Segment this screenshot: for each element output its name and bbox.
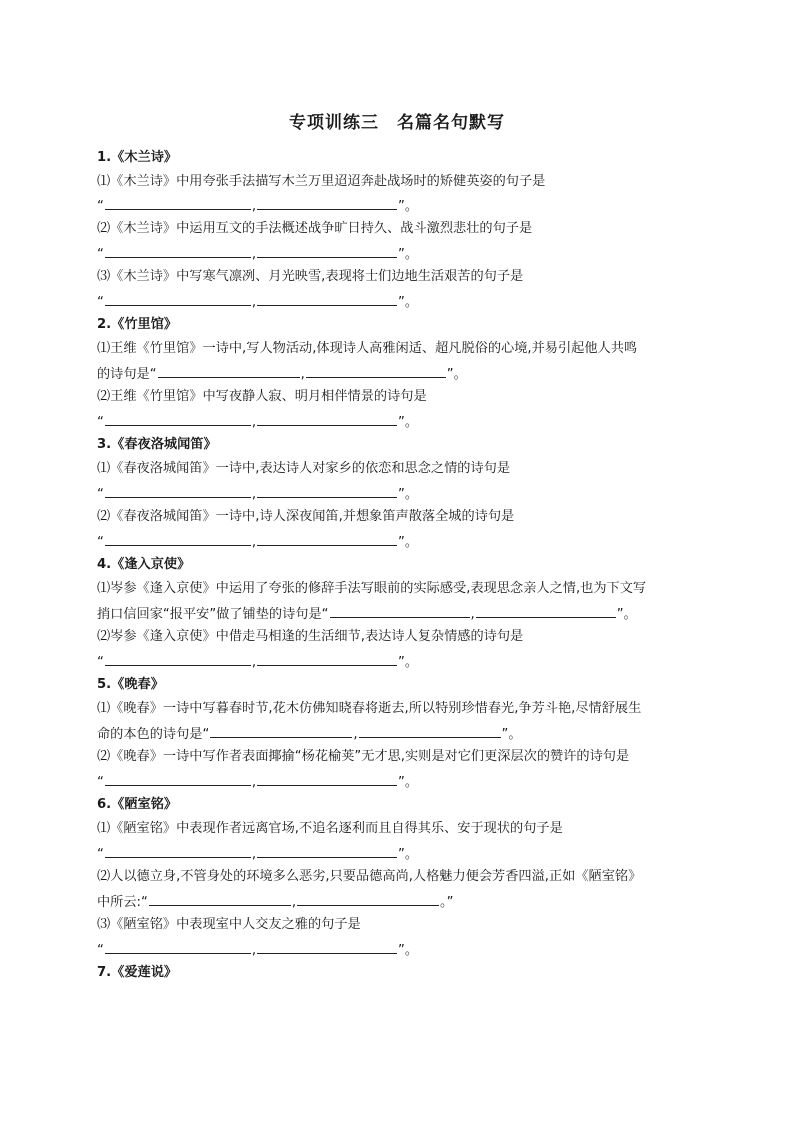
open-quote: “	[97, 295, 104, 310]
comma: ,	[251, 199, 257, 214]
section-heading-2: 2.《竹里馆》	[97, 317, 178, 332]
answer-blank[interactable]	[257, 940, 397, 954]
answer-blank[interactable]	[210, 724, 352, 738]
comma: ,	[251, 655, 257, 670]
comma: ,	[470, 607, 475, 622]
answer-blank[interactable]	[105, 652, 251, 666]
answer-line-1-1	[97, 196, 697, 216]
open-quote: “	[97, 655, 104, 670]
comma: ,	[251, 847, 257, 862]
answer-line-2-2	[97, 412, 697, 432]
section-heading-3: 3.《春夜洛城闻笛》	[97, 437, 217, 452]
answer-blank[interactable]	[158, 364, 300, 378]
section-heading-7: 7.《爱莲说》	[97, 965, 178, 980]
answer-blank[interactable]	[149, 892, 291, 906]
close-quote: ”。	[398, 295, 419, 310]
answer-blank[interactable]	[306, 364, 446, 378]
question-4-1-continued: 捎口信回家“报平安”做了铺垫的诗句是“	[97, 607, 329, 622]
question-5-2: ⑵《晚春》一诗中写作者表面揶揄“杨花榆荚”无才思,实则是对它们更深层次的赞许的诗句是	[97, 749, 630, 764]
answer-blank[interactable]	[105, 196, 251, 210]
question-6-2-continued: 中所云:“	[97, 895, 148, 910]
answer-blank[interactable]	[105, 244, 251, 258]
answer-blank[interactable]	[297, 892, 439, 906]
answer-line-6-2	[97, 892, 697, 912]
answer-blank[interactable]	[257, 196, 397, 210]
answer-line-4-1	[97, 604, 697, 624]
answer-line-6-1	[97, 844, 697, 864]
open-quote: “	[97, 247, 104, 262]
comma: ,	[251, 535, 257, 550]
comma: ,	[251, 775, 257, 790]
question-3-2: ⑵《春夜洛城闻笛》一诗中,诗人深夜闻笛,并想象笛声散落全城的诗句是	[97, 509, 515, 524]
open-quote: “	[97, 535, 104, 550]
answer-blank[interactable]	[105, 940, 251, 954]
question-5-1: ⑴《晚春》一诗中写暮春时节,花木仿佛知晓春将逝去,所以特别珍惜春光,争芳斗艳,尽情舒展生	[97, 701, 642, 716]
section-heading-4: 4.《逢入京使》	[97, 557, 191, 572]
question-4-1: ⑴岑参《逢入京使》中运用了夸张的修辞手法写眼前的实际感受,表现思念亲人之情,也为下文写	[97, 581, 647, 596]
close-quote: ”。	[398, 655, 419, 670]
section-heading-5: 5.《晚春》	[97, 677, 164, 692]
question-2-1: ⑴王维《竹里馆》一诗中,写人物活动,体现诗人高雅闲适、超凡脱俗的心境,并易引起他人共鸣	[97, 341, 638, 356]
close-quote: ”。	[398, 247, 419, 262]
answer-line-2-1	[97, 364, 697, 384]
answer-blank[interactable]	[257, 412, 397, 426]
answer-line-6-3	[97, 940, 697, 960]
close-quote: ”。	[398, 775, 419, 790]
answer-blank[interactable]	[257, 652, 397, 666]
answer-line-5-2	[97, 772, 697, 792]
question-6-2: ⑵人以德立身,不管身处的环境多么恶劣,只要品德高尚,人格魅力便会芳香四溢,正如《陋室铭》	[97, 869, 642, 884]
answer-line-3-2	[97, 532, 697, 552]
comma: ,	[251, 295, 257, 310]
answer-blank[interactable]	[257, 292, 397, 306]
question-2-2: ⑵王维《竹里馆》中写夜静人寂、明月相伴情景的诗句是	[97, 389, 427, 404]
question-4-2: ⑵岑参《逢入京使》中借走马相逢的生活细节,表达诗人复杂情感的诗句是	[97, 629, 524, 644]
question-6-1: ⑴《陋室铭》中表现作者远离官场,不追名逐利而且自得其乐、安于现状的句子是	[97, 821, 563, 836]
question-1-3: ⑶《木兰诗》中写寒气凛冽、月光映雪,表现将士们边地生活艰苦的句子是	[97, 269, 524, 284]
question-1-2: ⑵《木兰诗》中运用互文的手法概述战争旷日持久、战斗激烈悲壮的句子是	[97, 221, 533, 236]
page-title: 专项训练三 名篇名句默写	[289, 113, 505, 133]
close-quote: ”。	[398, 199, 419, 214]
question-6-3: ⑶《陋室铭》中表现室中人交友之雅的句子是	[97, 917, 361, 932]
answer-line-1-2	[97, 244, 697, 264]
open-quote: “	[97, 199, 104, 214]
open-quote: “	[97, 415, 104, 430]
open-quote: “	[97, 487, 104, 502]
answer-blank[interactable]	[257, 532, 397, 546]
answer-blank[interactable]	[476, 604, 616, 618]
close-quote: ”。	[501, 727, 522, 742]
answer-blank[interactable]	[359, 724, 501, 738]
close-quote: ”。	[398, 415, 419, 430]
answer-blank[interactable]	[105, 532, 251, 546]
comma: ,	[353, 727, 358, 742]
comma: ,	[251, 415, 257, 430]
comma: ,	[300, 367, 305, 382]
comma: ,	[291, 895, 297, 910]
comma: ,	[251, 487, 257, 502]
answer-blank[interactable]	[257, 244, 397, 258]
answer-line-5-1	[97, 724, 697, 744]
close-quote: ”。	[616, 607, 637, 622]
question-5-1-continued: 命的本色的诗句是“	[97, 727, 210, 742]
answer-blank[interactable]	[105, 772, 251, 786]
section-heading-1: 1.《木兰诗》	[97, 150, 178, 165]
open-quote: “	[97, 847, 104, 862]
close-quote: ”。	[398, 535, 419, 550]
answer-blank[interactable]	[257, 772, 397, 786]
answer-line-1-3	[97, 292, 697, 312]
question-1-1: ⑴《木兰诗》中用夸张手法描写木兰万里迢迢奔赴战场时的矫健英姿的句子是	[97, 174, 546, 189]
answer-blank[interactable]	[257, 484, 397, 498]
close-quote: ”。	[398, 943, 419, 958]
open-quote: “	[97, 943, 104, 958]
question-2-1-continued: 的诗句是“	[97, 367, 157, 382]
answer-line-3-1	[97, 484, 697, 504]
comma: ,	[251, 247, 257, 262]
answer-blank[interactable]	[105, 484, 251, 498]
answer-line-4-2	[97, 652, 697, 672]
comma: ,	[251, 943, 257, 958]
answer-blank[interactable]	[330, 604, 470, 618]
open-quote: “	[97, 775, 104, 790]
answer-blank[interactable]	[105, 412, 251, 426]
close-quote: ”。	[446, 367, 467, 382]
answer-blank[interactable]	[257, 844, 397, 858]
answer-blank[interactable]	[105, 292, 251, 306]
close-quote: ”。	[398, 847, 419, 862]
answer-blank[interactable]	[105, 844, 251, 858]
section-heading-6: 6.《陋室铭》	[97, 797, 178, 812]
question-3-1: ⑴《春夜洛城闻笛》一诗中,表达诗人对家乡的依恋和思念之情的诗句是	[97, 461, 511, 476]
close-quote: ”。	[398, 487, 419, 502]
close-quote: 。”	[440, 895, 454, 910]
